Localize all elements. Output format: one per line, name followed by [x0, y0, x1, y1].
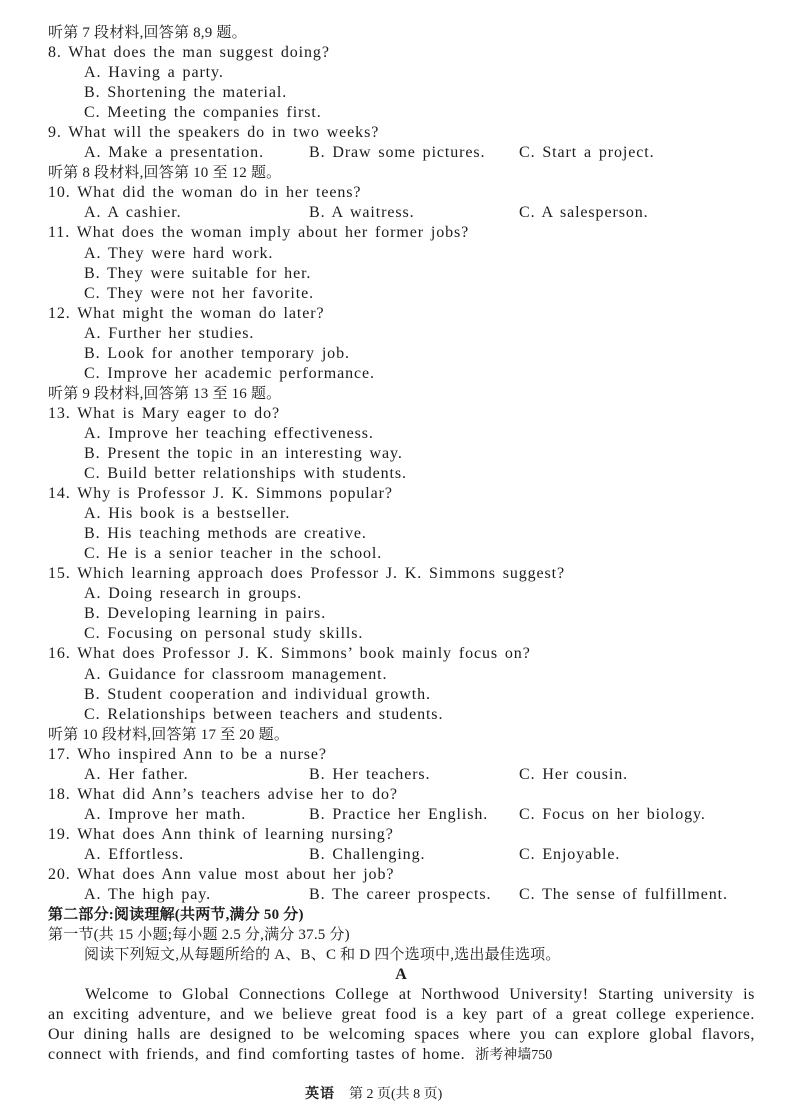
reading-part-title: 第二部分:阅读理解(共两节,满分 50 分) [48, 907, 304, 924]
q10-option-c: C. A salesperson. [519, 204, 649, 222]
q9-option-b: B. Draw some pictures. [309, 144, 486, 162]
q9-stem: 9. What will the speakers do in two weeks? [48, 124, 380, 142]
q19-option-b: B. Challenging. [309, 845, 426, 863]
watermark-text: 浙考神墙750 [475, 1048, 553, 1064]
listening-group-7-header: 听第 7 段材料,回答第 8,9 题。 [48, 25, 247, 41]
q16-stem: 16. What does Professor J. K. Simmons’ book mainly focus on? [48, 645, 531, 663]
q13-option-a: A. Improve her teaching effectiveness. [84, 424, 374, 442]
q16-option-c: C. Relationships between teachers and students. [84, 705, 444, 723]
page-footer [305, 1085, 442, 1105]
listening-group-9-header: 听第 9 段材料,回答第 13 至 16 题。 [48, 385, 282, 402]
q18-option-a: A. Improve her math. [84, 805, 247, 823]
q19-options [48, 845, 755, 865]
q8-stem: 8. What does the man suggest doing? [48, 44, 330, 62]
q9-options [48, 143, 755, 163]
q20-option-c: C. The sense of fulfillment. [519, 886, 728, 904]
q10-option-a: A. A cashier. [84, 204, 182, 222]
q12-option-b: B. Look for another temporary job. [84, 344, 350, 362]
passage-line-2: an exciting adventure, and we believe great food is a key part of a great college experience. [48, 1006, 755, 1024]
listening-group-8-header: 听第 8 段材料,回答第 10 至 12 题。 [48, 165, 282, 182]
q9-option-a: A. Make a presentation. [84, 144, 264, 162]
q20-stem: 20. What does Ann value most about her job? [48, 865, 395, 883]
q9-option-c: C. Start a project. [519, 144, 655, 162]
q11-stem: 11. What does the woman imply about her former jobs? [48, 224, 470, 242]
q13-stem: 13. What is Mary eager to do? [48, 404, 280, 422]
q16-option-a: A. Guidance for classroom management. [84, 665, 388, 683]
q20-options [48, 885, 755, 905]
passage-label: A [395, 966, 408, 984]
q19-stem: 19. What does Ann think of learning nursing? [48, 825, 394, 843]
q20-option-b: B. The career prospects. [309, 886, 492, 904]
q16-option-b: B. Student cooperation and individual growth. [84, 685, 431, 703]
q14-option-b: B. His teaching methods are creative. [84, 525, 367, 543]
q10-options [48, 203, 755, 223]
q12-option-c: C. Improve her academic performance. [84, 364, 375, 382]
q12-stem: 12. What might the woman do later? [48, 304, 325, 322]
q18-options [48, 805, 755, 825]
q15-option-a: A. Doing research in groups. [84, 585, 303, 603]
footer-page-number: 第 2 页(共 8 页) [349, 1087, 443, 1102]
q11-option-a: A. They were hard work. [84, 244, 274, 262]
q8-option-c: C. Meeting the companies first. [84, 104, 322, 122]
q10-option-b: B. A waitress. [309, 204, 415, 222]
q15-option-b: B. Developing learning in pairs. [84, 605, 327, 623]
q12-option-a: A. Further her studies. [84, 324, 255, 342]
q11-option-c: C. They were not her favorite. [84, 284, 314, 302]
q19-option-a: A. Effortless. [84, 845, 185, 863]
listening-group-10-header: 听第 10 段材料,回答第 17 至 20 题。 [48, 726, 290, 743]
q14-option-a: A. His book is a bestseller. [84, 505, 291, 523]
q14-option-c: C. He is a senior teacher in the school. [84, 545, 383, 563]
q18-stem: 18. What did Ann’s teachers advise her to do? [48, 785, 398, 803]
q8-option-b: B. Shortening the material. [84, 84, 288, 102]
passage-line-3: Our dining halls are designed to be welcoming spaces where you can explore global flavors, [48, 1026, 755, 1044]
reading-instruction: 阅读下列短文,从每题所给的 A、B、C 和 D 四个选项中,选出最佳选项。 [84, 947, 561, 964]
q17-option-c: C. Her cousin. [519, 765, 629, 783]
q17-options [48, 765, 755, 785]
passage-line-1: Welcome to Global Connections College at Northwood University! Starting university is [85, 986, 755, 1004]
q17-stem: 17. Who inspired Ann to be a nurse? [48, 745, 327, 763]
q15-option-c: C. Focusing on personal study skills. [84, 625, 364, 643]
q10-stem: 10. What did the woman do in her teens? [48, 184, 362, 202]
q20-option-a: A. The high pay. [84, 886, 212, 904]
q8-option-a: A. Having a party. [84, 64, 224, 82]
q17-option-b: B. Her teachers. [309, 765, 431, 783]
q18-option-c: C. Focus on her biology. [519, 805, 706, 823]
q18-option-b: B. Practice her English. [309, 805, 489, 823]
passage-line-4 [48, 1045, 755, 1065]
q19-option-c: C. Enjoyable. [519, 845, 621, 863]
q15-stem: 15. Which learning approach does Professor J. K. Simmons suggest? [48, 565, 566, 583]
q11-option-b: B. They were suitable for her. [84, 264, 312, 282]
footer-subject: 英语 [305, 1087, 335, 1102]
q14-stem: 14. Why is Professor J. K. Simmons popular? [48, 485, 393, 503]
q17-option-a: A. Her father. [84, 765, 189, 783]
reading-section-title: 第一节(共 15 小题;每小题 2.5 分,满分 37.5 分) [48, 927, 350, 944]
passage-line-4-text: connect with friends, and find comforting tastes of home. [48, 1046, 466, 1064]
q13-option-c: C. Build better relationships with students. [84, 465, 407, 483]
q13-option-b: B. Present the topic in an interesting way. [84, 444, 403, 462]
